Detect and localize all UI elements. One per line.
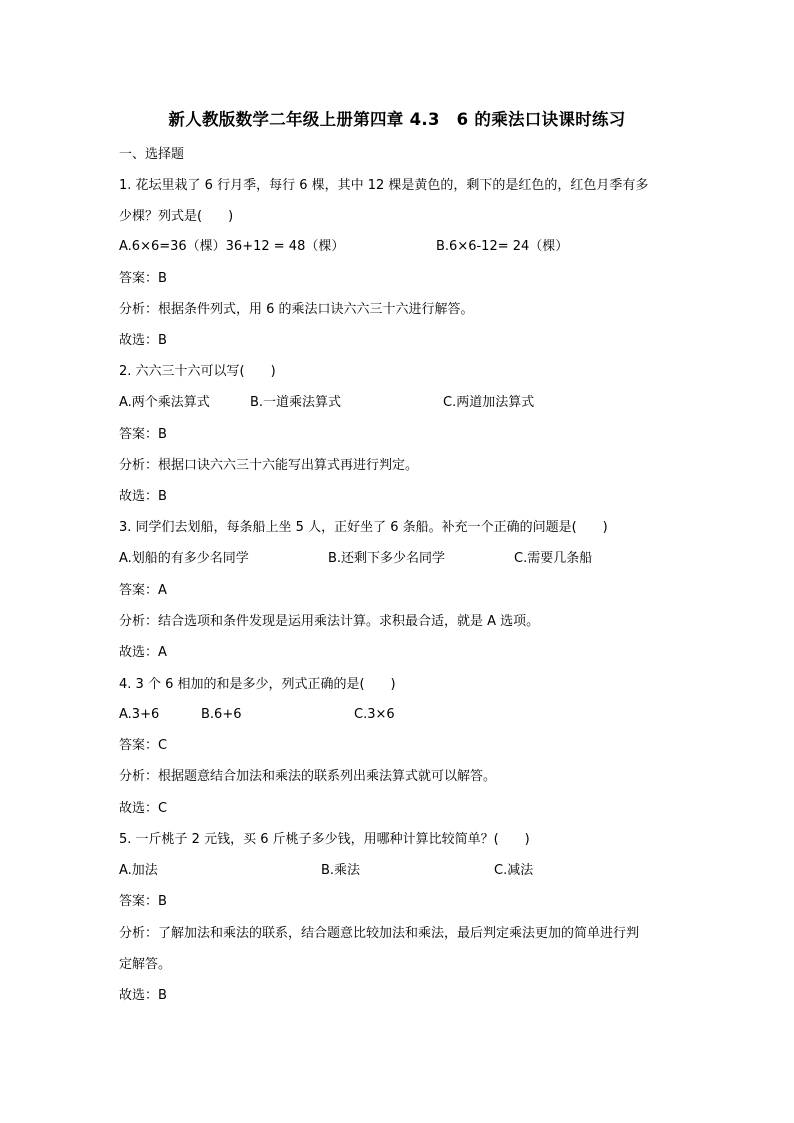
question-5-stem: 5. 一斤桃子 2 元钱，买 6 斤桃子多少钱，用哪种计算比较简单？( ) [119,832,530,847]
question-5-option-c: C.减法 [494,863,534,878]
question-3-stem: 3. 同学们去划船，每条船上坐 5 人，正好坐了 6 条船。补充一个正确的问题是( ) [119,520,608,535]
question-1-answer: 答案：B [119,271,167,286]
question-1-option-b: B.6×6-12= 24（棵） [436,239,569,254]
question-5-analysis-line-2: 定解答。 [119,957,172,972]
question-5-answer: 答案：B [119,894,167,909]
question-3-conclusion: 故选：A [119,645,167,660]
question-5-conclusion: 故选：B [119,988,167,1003]
question-3-option-c: C.需要几条船 [514,551,593,566]
page-title: 新人教版数学二年级上册第四章 4.3 6 的乘法口诀课时练习 [168,110,626,129]
question-4-option-a: A.3+6 [119,707,160,722]
question-5-analysis-line-1: 分析：了解加法和乘法的联系，结合题意比较加法和乘法，最后判定乘法更加的简单进行判 [119,926,640,941]
question-2-option-c: C.两道加法算式 [443,395,535,410]
question-1-stem-line-1: 1. 花坛里栽了 6 行月季，每行 6 棵，其中 12 棵是黄色的，剩下的是红色的，红色月季有多 [119,178,649,193]
question-4-conclusion: 故选：C [119,801,168,816]
question-1-stem-line-2: 少棵？列式是( ) [119,209,234,224]
question-4-option-b: B.6+6 [201,707,242,722]
question-2-option-a: A.两个乘法算式 [119,395,210,410]
question-4-stem: 4. 3 个 6 相加的和是多少，列式正确的是( ) [119,677,396,692]
question-1-option-a: A.6×6=36（棵）36+12 = 48（棵） [119,239,345,254]
question-3-option-b: B.还剩下多少名同学 [328,551,446,566]
question-1-conclusion: 故选：B [119,333,167,348]
question-3-analysis: 分析：结合选项和条件发现是运用乘法计算。求积最合适，就是 A 选项。 [119,614,540,629]
question-3-option-a: A.划船的有多少名同学 [119,551,249,566]
section-heading: 一、选择题 [119,147,185,162]
question-2-conclusion: 故选：B [119,489,167,504]
question-5-option-a: A.加法 [119,863,158,878]
question-4-option-c: C.3×6 [354,707,395,722]
question-2-option-b: B.一道乘法算式 [250,395,342,410]
question-2-stem: 2. 六六三十六可以写( ) [119,364,276,379]
question-2-answer: 答案：B [119,427,167,442]
question-2-analysis: 分析：根据口诀六六三十六能写出算式再进行判定。 [119,458,419,473]
question-4-answer: 答案：C [119,738,168,753]
question-1-analysis: 分析：根据条件列式，用 6 的乘法口诀六六三十六进行解答。 [119,302,474,317]
question-3-answer: 答案：A [119,583,167,598]
question-5-option-b: B.乘法 [321,863,361,878]
question-4-analysis: 分析：根据题意结合加法和乘法的联系列出乘法算式就可以解答。 [119,769,497,784]
